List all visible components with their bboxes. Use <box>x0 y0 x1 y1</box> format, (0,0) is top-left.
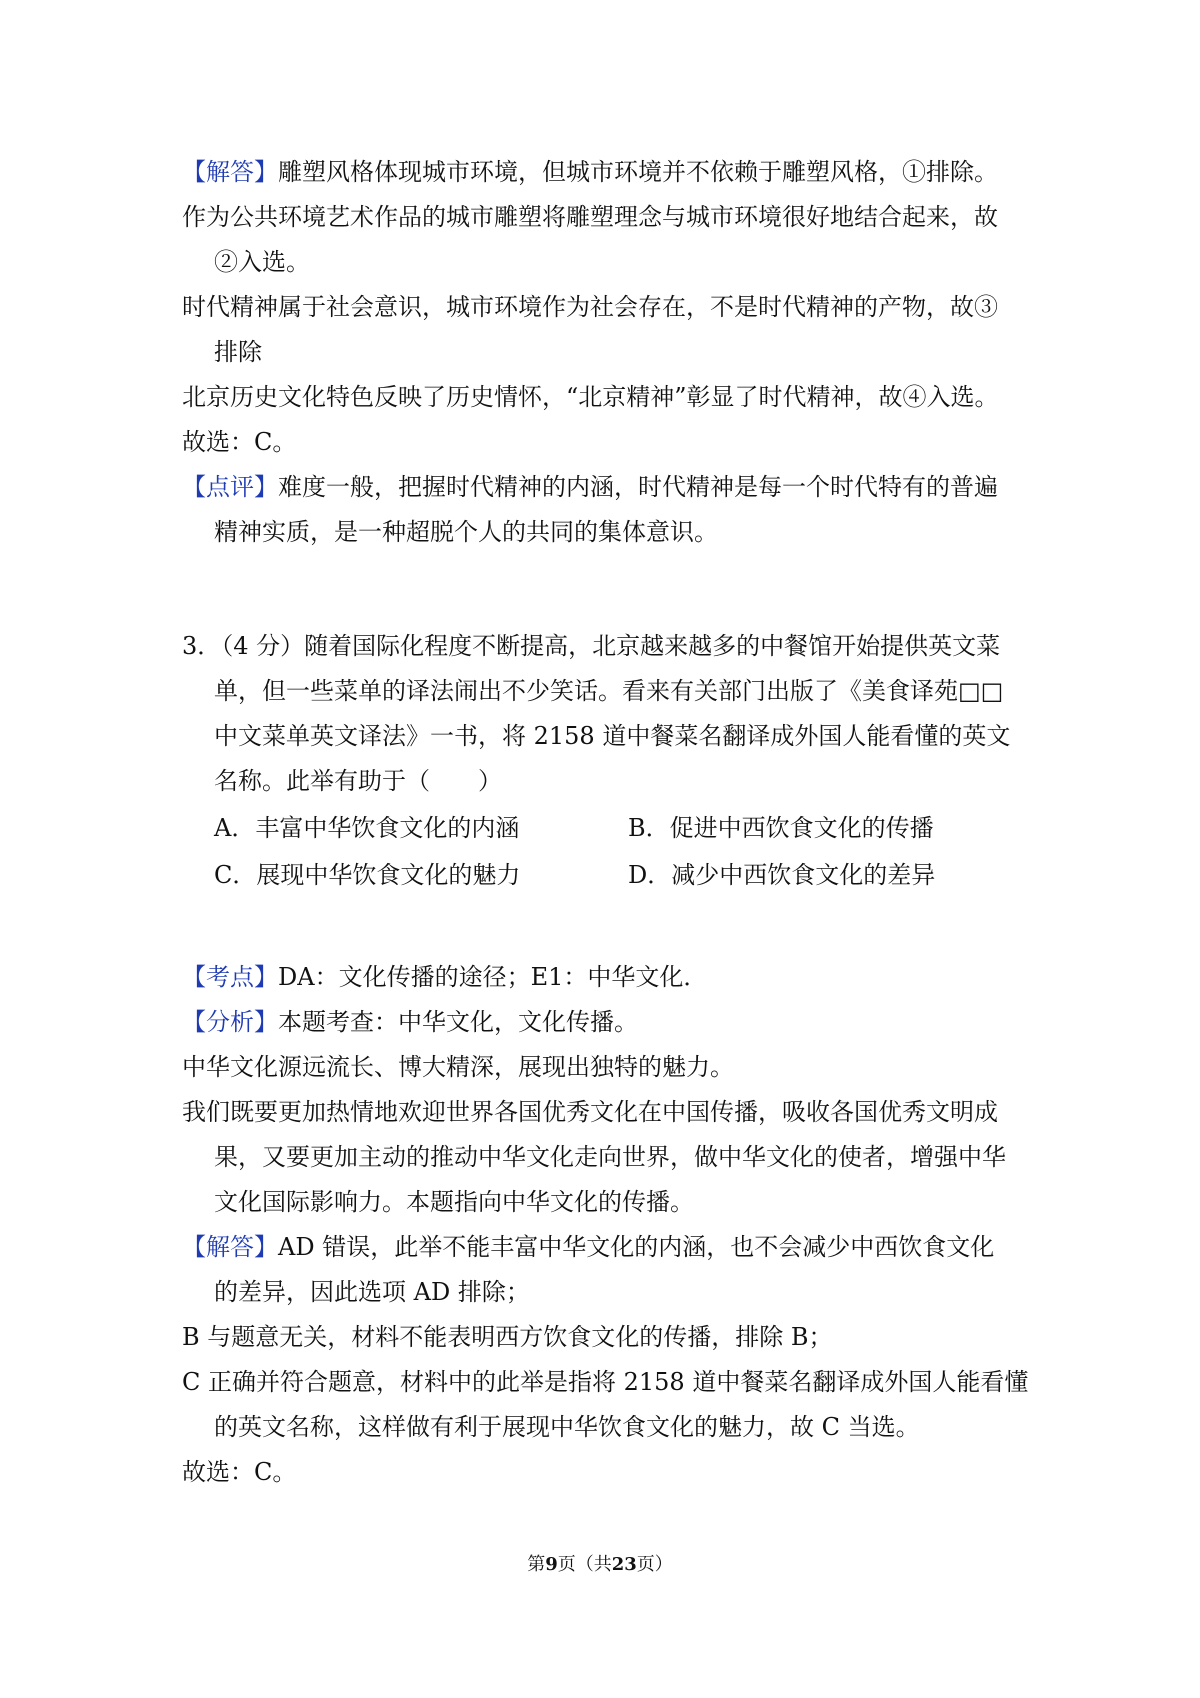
question-line: 单，但一些菜单的译法闹出不少笑话。看来有关部门出版了《美食译苑□□ <box>214 677 1004 705</box>
text-line: 我们既要更加热情地欢迎世界各国优秀文化在中国传播，吸收各国优秀文明成 <box>182 1098 998 1126</box>
text-line: 果，又要更加主动的推动中华文化走向世界，做中华文化的使者，增强中华 <box>214 1143 1006 1171</box>
text-line: 故选：C。 <box>182 1458 297 1486</box>
page-number: 9 <box>545 1554 558 1575</box>
answer-tag: 【解答】 <box>182 1233 278 1261</box>
answer-line-2 <box>182 1231 994 1263</box>
text-line: 排除 <box>214 338 262 366</box>
text-line: 作为公共环境艺术作品的城市雕塑将雕塑理念与城市环境很好地结合起来，故 <box>182 203 998 231</box>
analysis-line-1 <box>182 1006 638 1038</box>
footer-mid: 页（共 <box>557 1554 612 1575</box>
keypoint-tag: 【考点】 <box>182 963 278 991</box>
keypoint-text: DA：文化传播的途径；E1：中华文化． <box>278 963 708 991</box>
answer-text: AD 错误，此举不能丰富中华文化的内涵，也不会减少中西饮食文化 <box>278 1233 995 1261</box>
option-d: D．减少中西饮食文化的差异 <box>628 861 936 889</box>
text-line: 故选：C。 <box>182 428 297 456</box>
page-total: 23 <box>611 1554 637 1575</box>
analysis-text: 本题考查：中华文化，文化传播。 <box>278 1008 638 1036</box>
page-footer <box>0 1553 1200 1577</box>
footer-suffix: 页） <box>636 1554 673 1575</box>
keypoint-line <box>182 961 707 993</box>
question-line: 中文菜单英文译法》一书，将 2158 道中餐菜名翻译成外国人能看懂的英文 <box>214 722 1011 750</box>
text-line: 的差异，因此选项 AD 排除； <box>214 1278 530 1306</box>
text-line: 时代精神属于社会意识，城市环境作为社会存在，不是时代精神的产物，故③ <box>182 293 998 321</box>
text-line: B 与题意无关，材料不能表明西方饮食文化的传播，排除 B； <box>182 1323 833 1351</box>
text-line: 中华文化源远流长、博大精深，展现出独特的魅力。 <box>182 1053 734 1081</box>
answer-tag: 【解答】 <box>182 158 278 186</box>
text-line: C 正确并符合题意，材料中的此举是指将 2158 道中餐菜名翻译成外国人能看懂 <box>182 1368 1029 1396</box>
comment-line-1 <box>182 471 998 503</box>
text-line: ②入选。 <box>214 248 310 276</box>
text-line: 文化国际影响力。本题指向中华文化的传播。 <box>214 1188 694 1216</box>
question-line: 3．（4 分）随着国际化程度不断提高，北京越来越多的中餐馆开始提供英文菜 <box>182 632 1001 660</box>
question-line: 名称。此举有助于（ ） <box>214 767 502 795</box>
option-b: B．促进中西饮食文化的传播 <box>628 814 934 842</box>
footer-prefix: 第 <box>527 1554 546 1575</box>
option-c: C．展现中华饮食文化的魅力 <box>214 861 521 889</box>
comment-tag: 【点评】 <box>182 473 278 501</box>
option-a: A．丰富中华饮食文化的内涵 <box>214 814 520 842</box>
comment-text: 难度一般，把握时代精神的内涵，时代精神是每一个时代特有的普遍 <box>278 473 998 501</box>
answer-line-1 <box>182 156 998 188</box>
answer-text: 雕塑风格体现城市环境，但城市环境并不依赖于雕塑风格，①排除。 <box>278 158 998 186</box>
text-line: 精神实质，是一种超脱个人的共同的集体意识。 <box>214 518 718 546</box>
text-line: 北京历史文化特色反映了历史情怀，“北京精神”彰显了时代精神，故④入选。 <box>182 383 999 411</box>
text-line: 的英文名称，这样做有利于展现中华饮食文化的魅力，故 C 当选。 <box>214 1413 920 1441</box>
analysis-tag: 【分析】 <box>182 1008 278 1036</box>
